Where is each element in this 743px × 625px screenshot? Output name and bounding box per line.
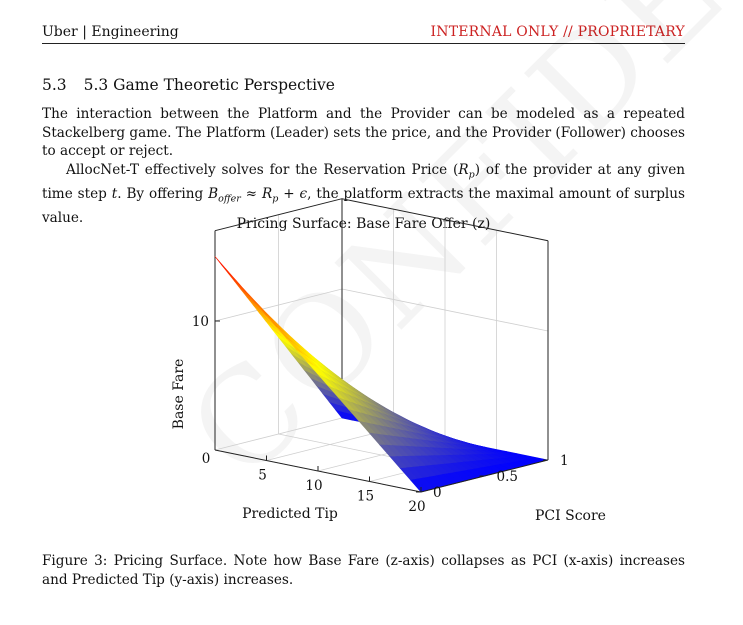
p2-text-c: . By offering: [117, 186, 209, 203]
figure-caption: Figure 3: Pricing Surface. Note how Base Fare (z-axis) collapses as PCI (x-axis) increases and Predicted Tip (y-axis) increases.: [42, 553, 685, 588]
math-rp2: $R_p$: [261, 186, 279, 205]
tip-tick-label-1: 5: [258, 467, 267, 484]
header-left-text: Uber | Engineering: [42, 24, 179, 40]
math-approx: ≈: [240, 186, 262, 203]
header-right-text: INTERNAL ONLY // PROPRIETARY: [430, 24, 685, 40]
tip-tick-label-2: 10: [305, 478, 323, 494]
z-tick-label-0: 10: [191, 314, 209, 330]
tip-tick-label-4: 20: [408, 499, 426, 515]
math-rp: $R_p$: [458, 162, 475, 181]
z-axis-title: Base Fare: [171, 358, 187, 430]
pci-tick-label-1: 0.5: [496, 469, 518, 485]
tip-tick-label-0: 0: [201, 451, 211, 467]
p2-text-a: AllocNet-T effectively solves for the Reservation Price (: [66, 162, 459, 178]
pci-axis-title: PCI Score: [535, 508, 606, 524]
p2-text-d: , the platform extracts the maximal amount of surplus value.: [42, 186, 685, 227]
math-boffer: $B_{offer}$: [208, 186, 241, 205]
pci-tick-label-2: 1: [560, 453, 569, 469]
math-epsilon: ϵ: [299, 186, 308, 203]
paragraph-1: The interaction between the Platform and the Provider can be modeled as a repeated Stackelberg game. The Platform (Leader) sets the price, and the Provider (Follower) chooses to accept or reject.: [42, 106, 685, 159]
pci-tick-label-0: 0: [433, 485, 442, 501]
tip-axis-title: Predicted Tip: [242, 506, 338, 522]
section-title: 5.3 Game Theoretic Perspective: [83, 76, 335, 94]
section-number: 5.3: [42, 76, 67, 94]
tip-tick-label-3: 15: [356, 488, 375, 505]
surface: [215, 257, 548, 493]
math-t: t: [111, 186, 118, 203]
math-plus: +: [278, 186, 300, 203]
chart-title: Pricing Surface: Base Fare Offer (z): [236, 216, 491, 232]
p2-text-b: ) of the provider at any given time step: [42, 162, 686, 203]
